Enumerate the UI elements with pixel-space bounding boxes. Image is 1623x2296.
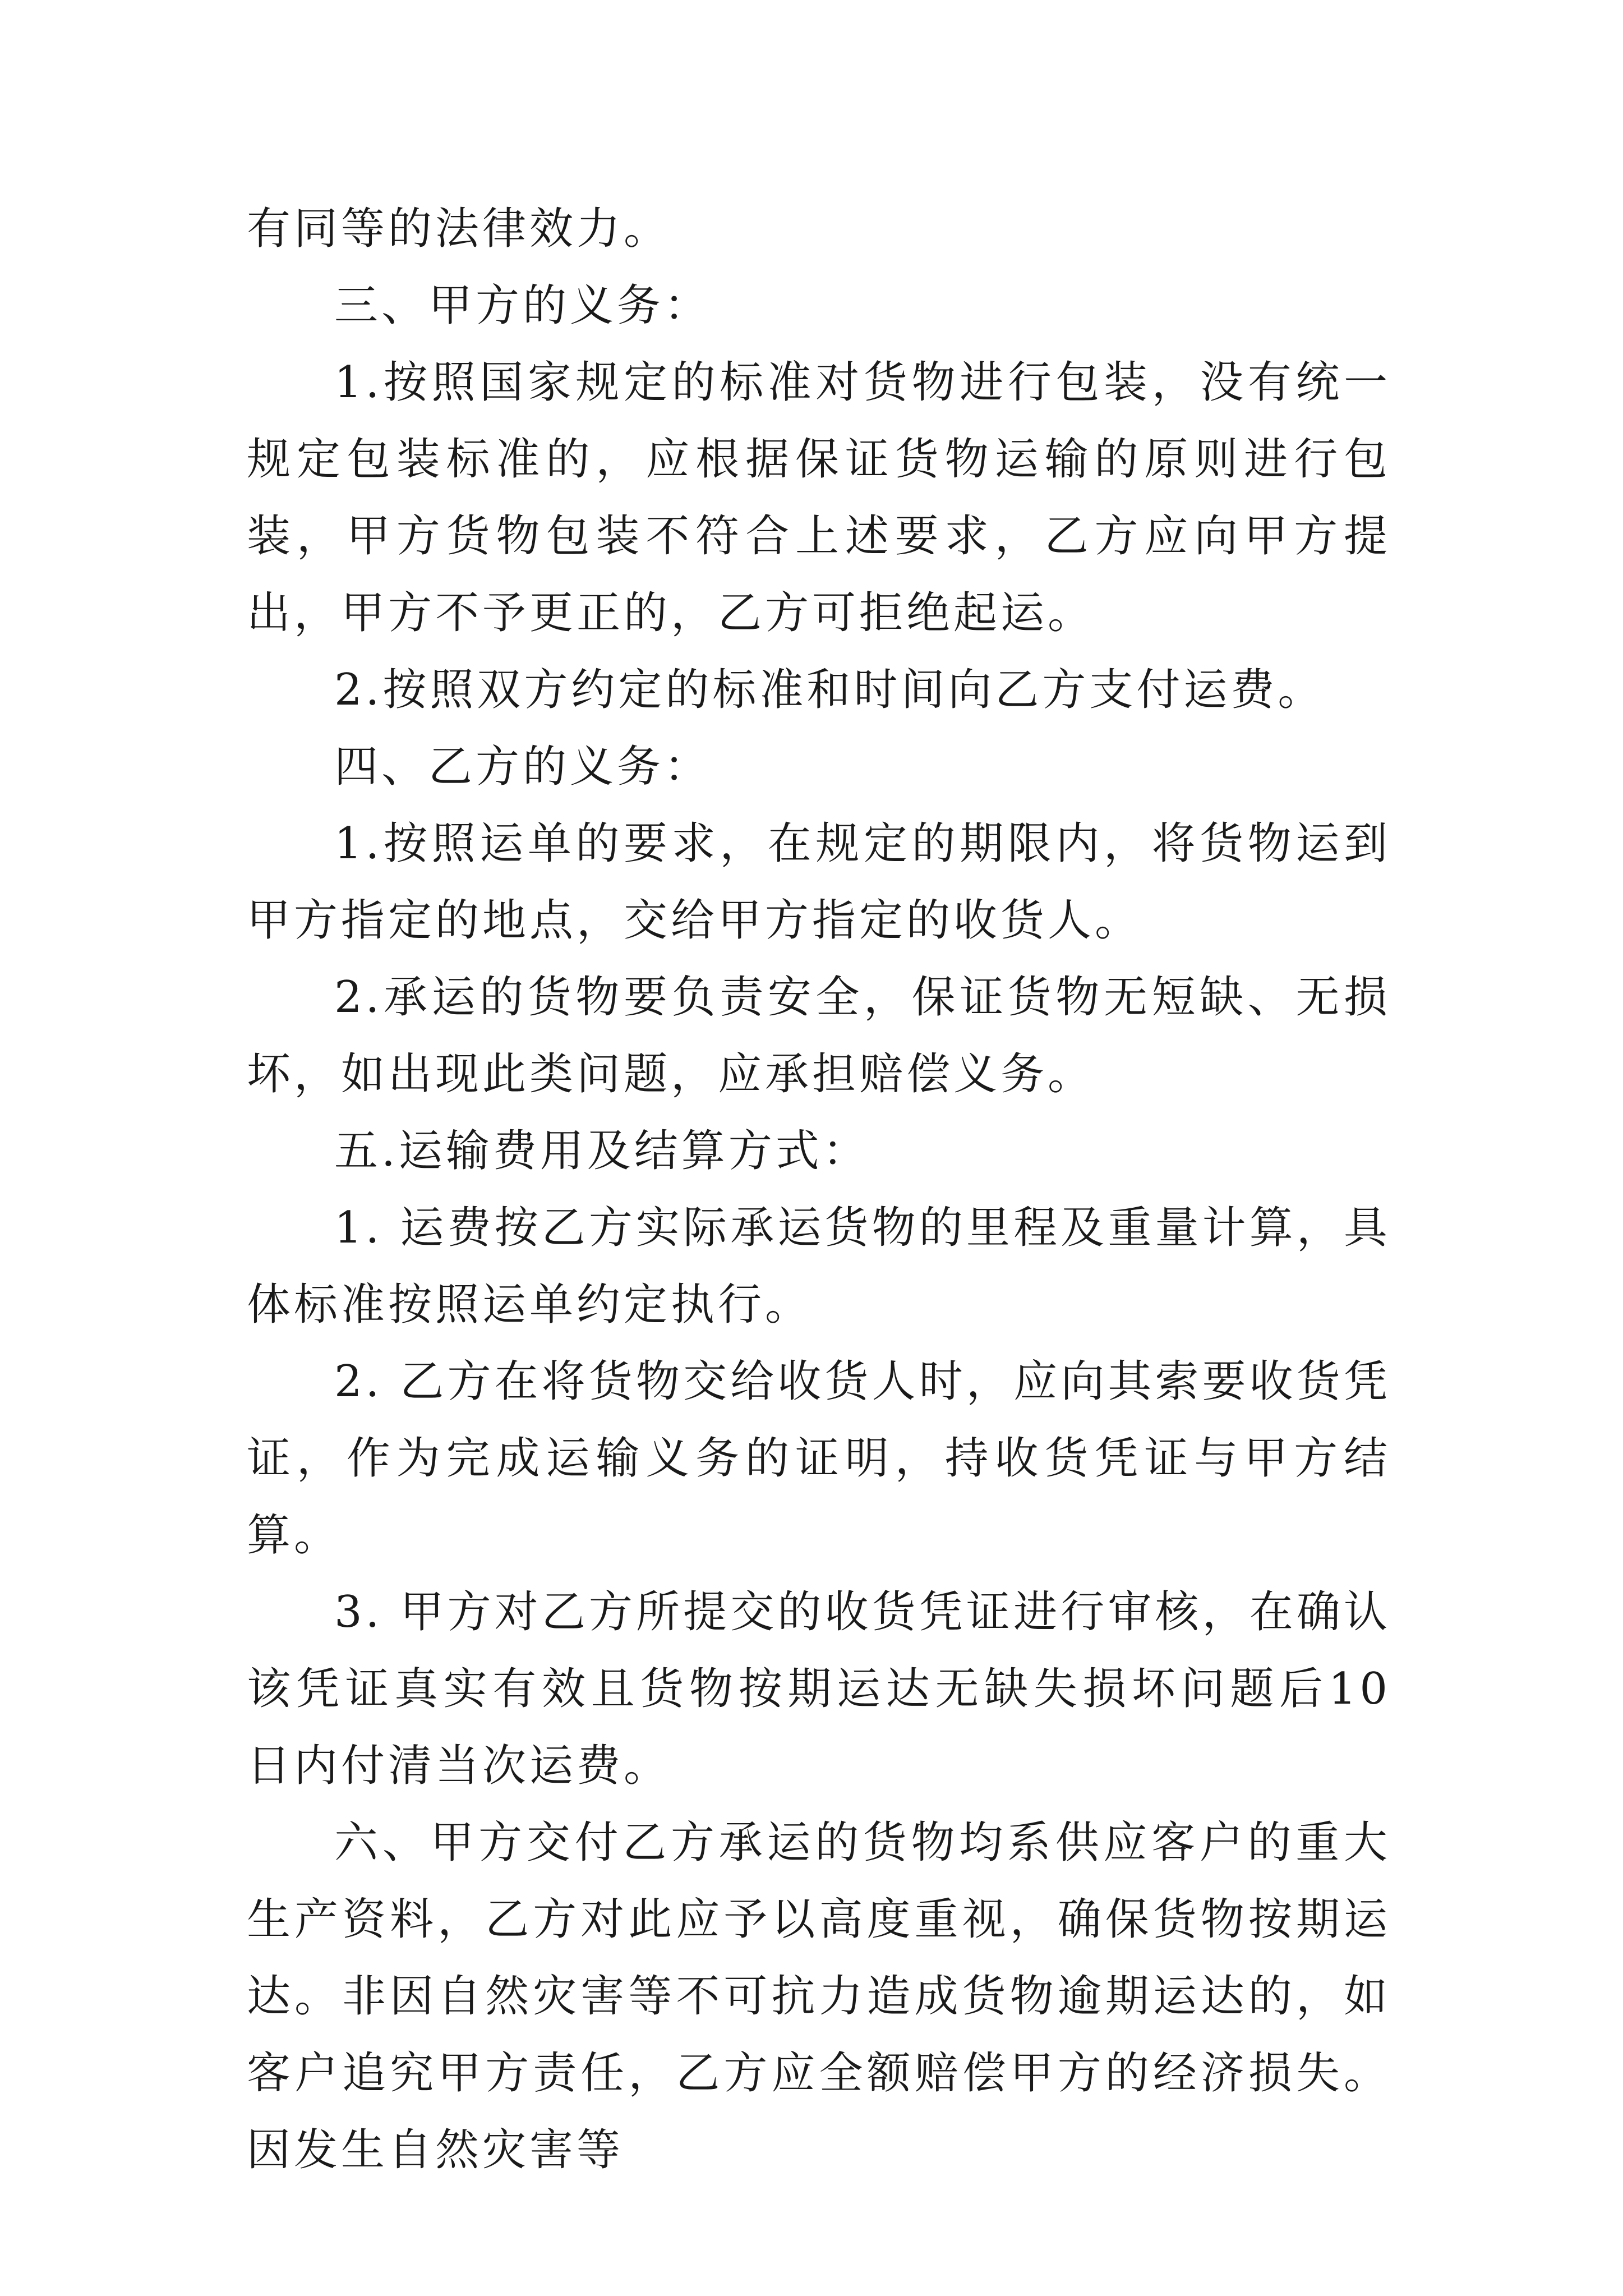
section-heading-party-a-obligations: 三、甲方的义务： (334, 280, 712, 331)
document-body (247, 191, 1391, 2189)
section-heading-party-b-obligations: 四、乙方的义务： (334, 742, 712, 792)
clause-fee-calculation: 1. 运费按乙方实际承运货物的里程及重量计算，具体标准按照运单约定执行。 (247, 1203, 1391, 1330)
paragraph-continuation: 有同等的法律效力。 (247, 204, 671, 254)
clause-party-b-safety: 2.承运的货物要负责安全，保证货物无短缺、无损坏，如出现此类问题，应承担赔偿义务。 (247, 972, 1391, 1099)
clause-payment-review: 3. 甲方对乙方所提交的收货凭证进行审核，在确认该凭证真实有效且货物按期运达无缺失损坏问题后10日内付清当次运费。 (247, 1587, 1391, 1791)
clause-party-b-delivery: 1.按照运单的要求，在规定的期限内，将货物运到甲方指定的地点，交给甲方指定的收货人。 (247, 818, 1391, 946)
clause-party-a-payment: 2.按照双方约定的标准和时间向乙方支付运费。 (334, 665, 1325, 715)
section-six-liability: 六、甲方交付乙方承运的货物均系供应客户的重大生产资料，乙方对此应予以高度重视，确保货物按期运达。非因自然灾害等不可抗力造成货物逾期运达的，如客户追究甲方责任，乙方应全额赔偿甲方的经济损失。因发生自然灾害等 (247, 1818, 1391, 2175)
clause-party-a-packaging: 1.按照国家规定的标准对货物进行包装，没有统一规定包装标准的，应根据保证货物运输的原则进行包装，甲方货物包装不符合上述要求，乙方应向甲方提出，甲方不予更正的，乙方可拒绝起运。 (247, 357, 1391, 638)
clause-receipt-voucher: 2. 乙方在将货物交给收货人时，应向其索要收货凭证，作为完成运输义务的证明，持收货凭证与甲方结算。 (247, 1356, 1391, 1561)
section-heading-fees-settlement: 五.运输费用及结算方式： (334, 1126, 870, 1176)
